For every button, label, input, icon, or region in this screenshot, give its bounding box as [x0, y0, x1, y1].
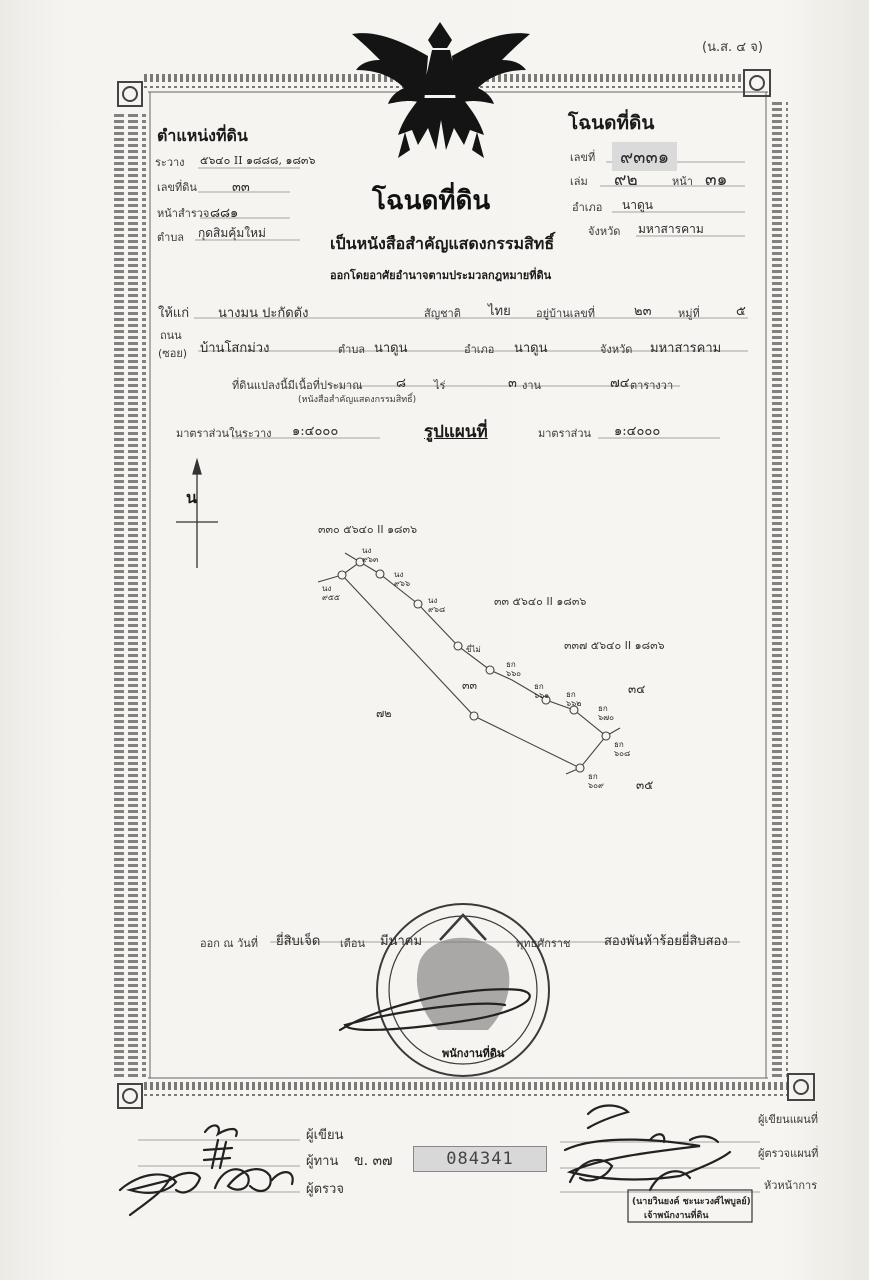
owner-to-label: ให้แก่: [158, 306, 190, 321]
north-arrow-icon: [176, 460, 218, 568]
area-ngan-label: งาน: [522, 379, 542, 392]
code-value: ข. ๓๗: [354, 1153, 393, 1169]
soi-label: (ซอย): [158, 347, 188, 360]
chief-label: หัวหน้าการ: [764, 1179, 818, 1192]
location-heading: ตำแหน่งที่ดิน: [157, 126, 248, 145]
copier-label: ผู้ทาน: [306, 1154, 339, 1169]
deed-heading-right: โฉนดที่ดิน: [568, 112, 655, 134]
issue-year-label: พุทธศักราช: [516, 937, 571, 950]
marker-label: นง ๙๖๓: [362, 546, 379, 564]
area-label: ที่ดินแปลงนี้มีเนื้อที่ประมาณ: [232, 379, 363, 392]
survey-label: หน้าสำรวจ: [157, 207, 210, 220]
map-scale-value: ๑:๔๐๐๐: [614, 424, 661, 439]
serial-number: 084341: [413, 1146, 547, 1172]
area-rai-label: ไร่: [434, 379, 446, 392]
garuda-emblem-icon: [352, 22, 530, 158]
moo-value: ๕: [736, 304, 746, 319]
book-label: เล่ม: [570, 175, 588, 188]
map-scale-label: มาตราส่วน: [538, 427, 592, 440]
adjacent-sheet-1: ๓๓๐ ๕๖๔๐ II ๑๘๓๖: [318, 523, 418, 536]
house-value: ๒๓: [634, 304, 652, 319]
subdistrict-label: ตำบล: [157, 231, 185, 244]
area-ngan-value: ๓: [508, 376, 517, 391]
nationality-value: ไทย: [488, 304, 511, 319]
sheet-value: ๕๖๔๐ II ๑๘๘๘, ๑๘๓๖: [200, 154, 316, 167]
north-label: น: [186, 488, 197, 507]
marker-label: ธก ๖๗๐: [598, 704, 614, 722]
form-code: (น.ส. ๔ จ): [702, 40, 763, 55]
neighbor-south: ๓๕: [636, 778, 654, 792]
issue-day-value: ยี่สิบเจ็ด: [276, 934, 321, 949]
area-note: (หนังสือสำคัญแสดงกรรมสิทธิ์): [298, 395, 417, 405]
adjacent-sheet-2: ๓๓ ๕๖๔๐ II ๑๘๓๖: [494, 595, 587, 608]
sheet-scale-label: มาตราส่วนในระวาง: [176, 427, 272, 440]
marker-label: ธก ๖๖๐: [506, 660, 522, 678]
writer-label: ผู้เขียน: [306, 1128, 344, 1143]
marker-label: ธก ๖๐๙: [588, 772, 604, 790]
owner-name: นางมน ปะกัดตัง: [218, 306, 309, 321]
seal-inscription: พนักงานที่ดิน: [442, 1047, 505, 1060]
issue-month-label: เดือน: [340, 937, 366, 950]
area-wa-value: ๗๔: [610, 376, 630, 391]
province-label: จังหวัด: [588, 225, 621, 238]
number-value: ๙๓๓๑: [612, 142, 677, 171]
addr-province-label: จังหวัด: [600, 343, 633, 356]
page-value: ๓๑: [705, 170, 728, 190]
marker-label: ธก ๖๐๘: [614, 740, 631, 758]
marker-label: นง ๙๖๖: [394, 570, 411, 588]
officer-name: (นายวินยงค์ ชะนะวงศ์ไพบูลย์): [632, 1197, 751, 1207]
village-value: บ้านโสกม่วง: [200, 341, 270, 356]
marker-label: ขี่ไม่: [466, 645, 481, 654]
addr-province-value: มหาสารคาม: [650, 341, 722, 356]
house-label: อยู่บ้านเลขที่: [536, 307, 596, 320]
sheet-label: ระวาง: [155, 156, 185, 169]
map-title: รูปแผนที่: [424, 422, 488, 442]
district-label: อำเภอ: [572, 201, 603, 214]
number-label: เลขที่: [570, 151, 596, 164]
marker-label: นง ๙๖๘: [428, 596, 446, 614]
addr-district-label: อำเภอ: [464, 343, 495, 356]
issue-given-label: ออก ณ วันที่: [200, 937, 259, 950]
neighbor-west: ๗๒: [376, 707, 392, 720]
map-checker-label: ผู้ตรวจแผนที่: [758, 1147, 819, 1160]
sheet-scale-value: ๑:๔๐๐๐: [292, 424, 339, 439]
issue-month-value: มีนาคม: [380, 934, 423, 949]
subdistrict-value: กุดสิมคุ้มใหม่: [198, 226, 266, 240]
nationality-label: สัญชาติ: [424, 307, 461, 320]
page-label: หน้า: [672, 175, 693, 188]
survey-value: ๘๘๑: [210, 206, 239, 221]
province-value: มหาสารคาม: [638, 222, 704, 236]
marker-label: นง ๙๕๕: [322, 584, 340, 602]
issued-by: ออกโดยอาศัยอำนาจตามประมวลกฎหมายที่ดิน: [330, 269, 552, 282]
area-rai-value: ๘: [396, 376, 407, 391]
marker-label: ธก ๖๖๑: [534, 682, 550, 700]
deed-subtitle: เป็นหนังสือสำคัญแสดงกรรมสิทธิ์: [330, 234, 555, 253]
parcel-map: [318, 553, 620, 774]
addr-district-value: นาดูน: [514, 341, 548, 356]
marker-label: ธก ๖๖๒: [566, 690, 582, 708]
officer-title: เจ้าพนักงานที่ดิน: [644, 1211, 709, 1221]
adjacent-sheet-3: ๓๓๗ ๕๖๔๐ II ๑๘๓๖: [564, 639, 665, 652]
book-value: ๙๒: [614, 170, 638, 190]
issue-year-value: สองพันห้าร้อยยี่สิบสอง: [604, 934, 728, 949]
road-label: ถนน: [160, 329, 182, 342]
addr-subdistrict-label: ตำบล: [338, 343, 366, 356]
signature-scribbles: [120, 989, 730, 1215]
area-wa-label: ตารางวา: [630, 379, 674, 392]
addr-subdistrict-value: นาดูน: [374, 341, 408, 356]
moo-label: หมู่ที่: [678, 307, 700, 320]
land-no-value: ๓๓: [232, 180, 250, 195]
map-writer-label: ผู้เขียนแผนที่: [758, 1113, 818, 1126]
deed-title: โฉนดที่ดิน: [372, 186, 491, 216]
district-value: นาดูน: [622, 198, 653, 212]
land-no-label: เลขที่ดิน: [157, 181, 197, 194]
parcel-number: ๓๓: [462, 679, 478, 692]
neighbor-east: ๓๔: [628, 682, 646, 696]
checker-label: ผู้ตรวจ: [306, 1182, 344, 1197]
